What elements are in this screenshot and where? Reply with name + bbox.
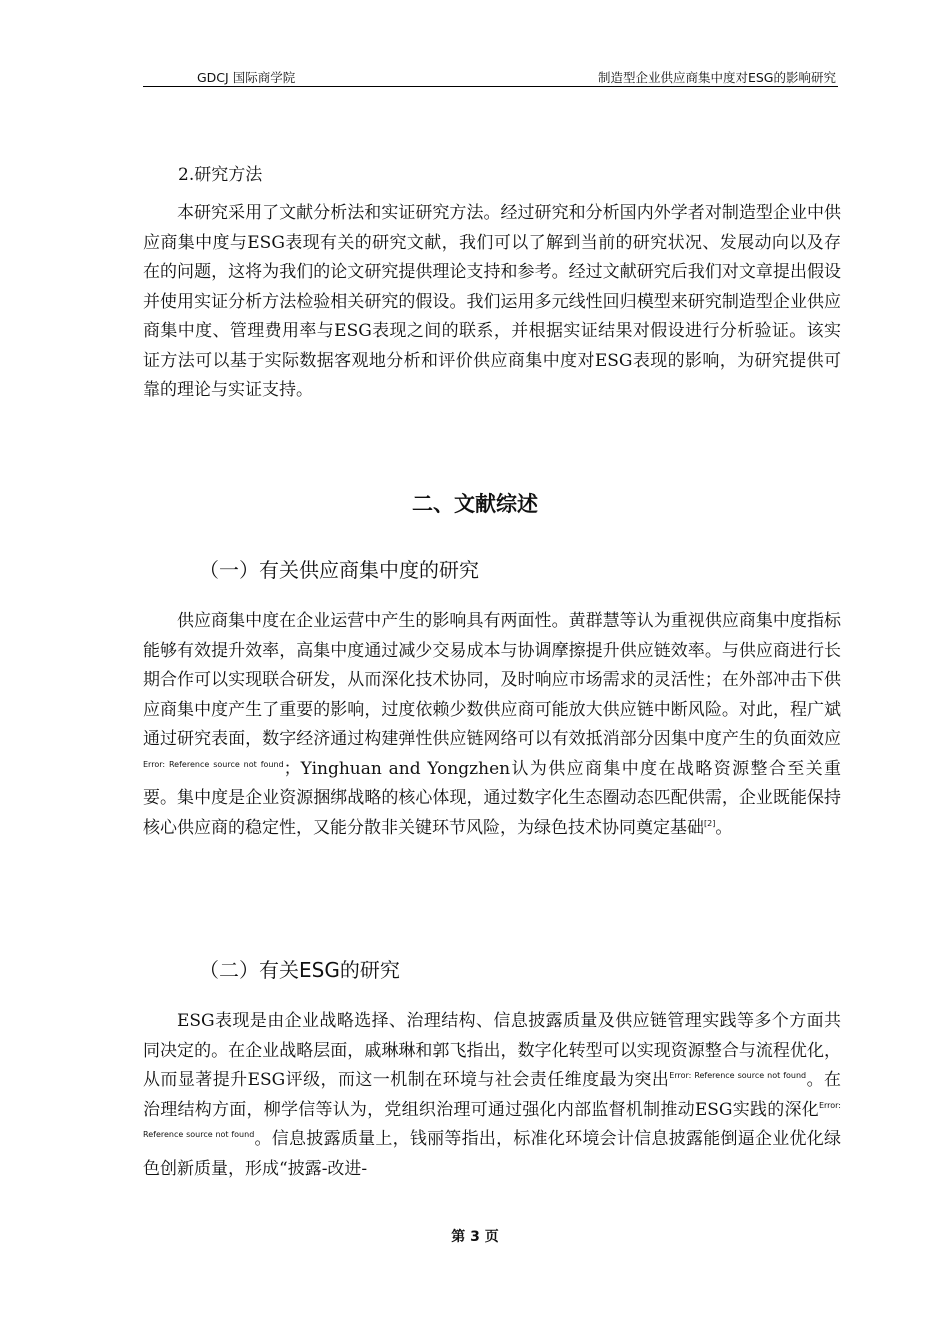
header-institution: GDCJ 国际商学院 bbox=[197, 70, 296, 85]
method-paragraph: 本研究采用了文献分析法和实证研究方法。经过研究和分析国内外学者对制造型企业中供应商集中度与ESG表现有关的研究文献，我们可以了解到当前的研究状况、发展动向以及存在的问题，这将为我们的论文研究提供理论支持和参考。经过文献研究后我们对文章提出假设并使用实证分析方法检验相关研究的假设。我们运用多元线性回归模型来研究制造型企业供应商集中度、管理费用率与ESG表现之间的联系，并根据实证结果对假设进行分析验证。该实证方法可以基于实际数据客观地分析和评价供应商集中度对ESG表现的影响，为研究提供可靠的理论与实证支持。 bbox=[143, 203, 841, 400]
section2-text-part1: ESG表现是由企业战略选择、治理结构、信息披露质量及供应链管理实践等多个方面共同决定的。在企业战略层面，戚琳琳和郭飞指出，数字化转型可以实现资源整合与流程优化，从而显著提升ESG评级，而这一机制在环境与社会责任维度最为突出 bbox=[143, 1011, 841, 1090]
section1-title: （一）有关供应商集中度的研究 bbox=[199, 558, 479, 582]
section2-title: （二）有关ESG的研究 bbox=[199, 958, 400, 982]
method-subtitle: 2.研究方法 bbox=[178, 165, 263, 185]
page-header bbox=[143, 64, 838, 87]
section1-text-part2: ；Yinghuan and Yongzhen认为供应商集中度在战略资源整合至关重要。集中度是企业资源捆绑战略的核心体现，通过数字化生态圈动态匹配供需，企业既能保持核心供应商的稳定性，又能分散非关键环节风险，为绿色技术协同奠定基础 bbox=[143, 758, 841, 838]
section2-body bbox=[143, 1007, 841, 1184]
section1-text-part1: 供应商集中度在企业运营中产生的影响具有两面性。黄群慧等认为重视供应商集中度指标能够有效提升效率，高集中度通过减少交易成本与协调摩擦提升供应链效率。与供应商进行长期合作可以实现联合研发，从而深化技术协同，及时响应市场需求的灵活性；在外部冲击下供应商集中度产生了重要的影响，过度依赖少数供应商可能放大供应链中断风险。对此，程广斌通过研究表面，数字经济通过构建弹性供应链网络可以有效抵消部分因集中度产生的负面效应 bbox=[143, 611, 841, 749]
section2-citation-2: Error: Reference source not found bbox=[143, 1100, 841, 1139]
section2-text-part2: 。在治理结构方面，柳学信等认为，党组织治理可通过强化内部监督机制推动ESG实践的深化 bbox=[143, 1070, 842, 1120]
section1-citation-2: [2] bbox=[704, 818, 716, 828]
section2-paragraph bbox=[143, 1007, 841, 1184]
chapter-title: 二、文献综述 bbox=[412, 492, 538, 516]
section1-body bbox=[143, 607, 841, 843]
section1-text-part3: 。 bbox=[715, 817, 733, 838]
method-section bbox=[143, 199, 841, 406]
section1-paragraph bbox=[143, 607, 841, 843]
section1-citation-1: Error: Reference source not found bbox=[143, 759, 284, 769]
section2-citation-1: Error: Reference source not found bbox=[669, 1071, 807, 1080]
page-number: 第 3 页 bbox=[451, 1229, 499, 1245]
section2-text-part3: 。信息披露质量上，钱丽等指出，标准化环境会计信息披露能倒逼企业优化绿色创新质量，形成“披露-改进- bbox=[143, 1129, 841, 1179]
header-thesis-title: 制造型企业供应商集中度对ESG的影响研究 bbox=[597, 70, 836, 85]
